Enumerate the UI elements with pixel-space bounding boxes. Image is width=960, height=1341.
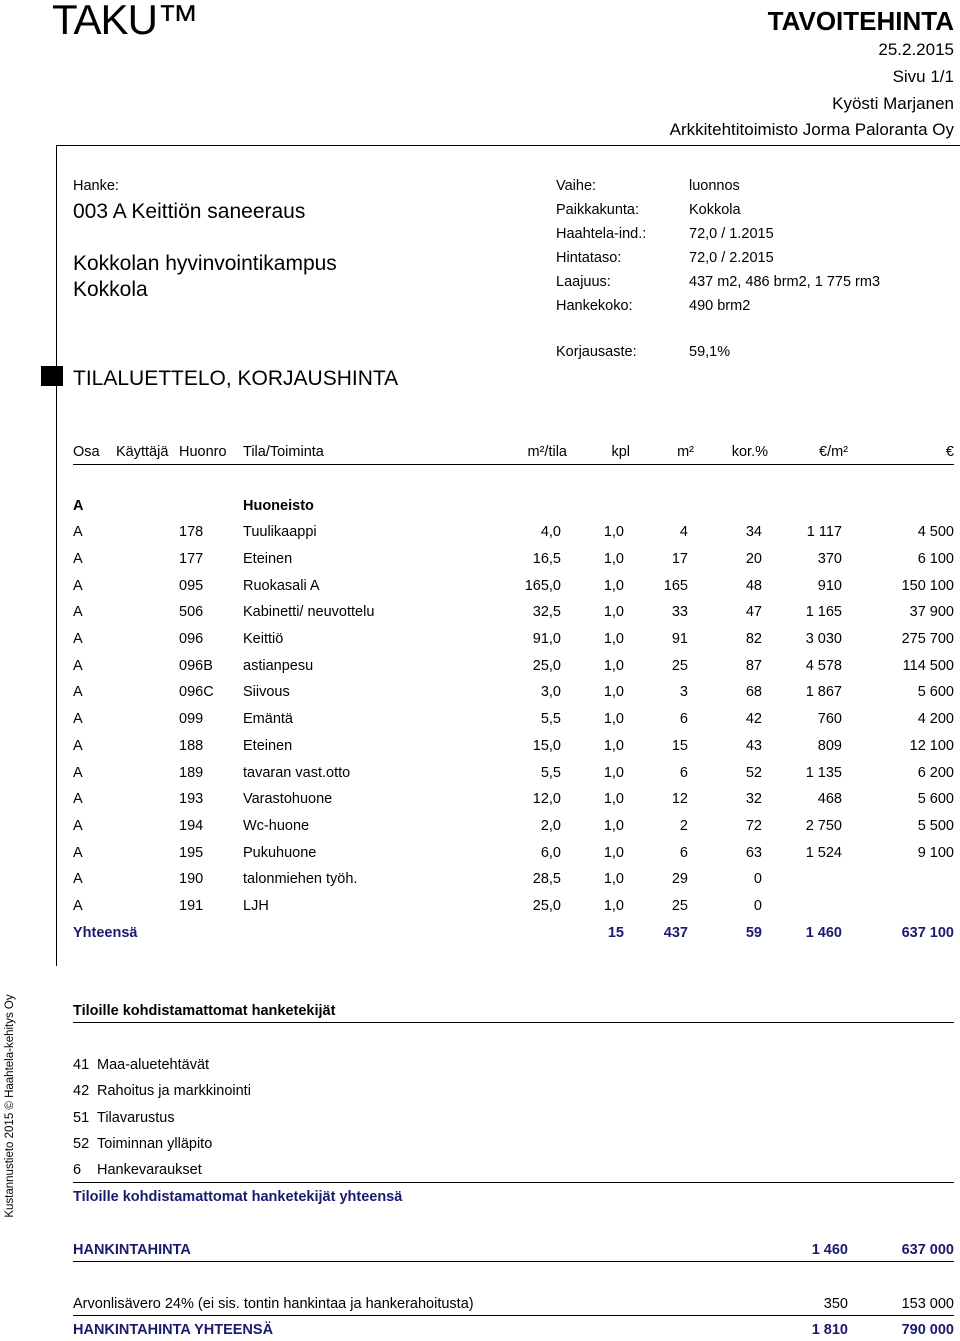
table-row: A 193 Varastohuone 12,0 1,0 12 32 468 5 600 — [73, 791, 954, 808]
table-row: A 177 Eteinen 16,5 1,0 17 20 370 6 100 — [73, 551, 954, 568]
unallocated-total-rule — [73, 1182, 954, 1183]
hintataso-value: 72,0 / 2.2015 — [689, 250, 774, 266]
item-name: Toiminnan ylläpito — [97, 1136, 213, 1152]
room-table — [73, 519, 954, 946]
col-huonro: Huonro — [179, 444, 227, 460]
section-title: TILALUETTELO, KORJAUSHINTA — [73, 367, 399, 390]
document-title: TAVOITEHINTA — [767, 6, 954, 36]
table-row: A 189 tavaran vast.otto 5,5 1,0 6 52 1 135 6 200 — [73, 764, 954, 781]
page-number: Sivu 1/1 — [892, 67, 954, 86]
col-tila: Tila/Toiminta — [243, 444, 324, 460]
paikkakunta-label: Paikkakunta: — [556, 202, 640, 218]
item-name: Tilavarustus — [97, 1110, 175, 1126]
table-row: A 096 Keittiö 91,0 1,0 91 82 3 030 275 700 — [73, 631, 954, 648]
item-code: 42 — [73, 1083, 90, 1099]
document-date: 25.2.2015 — [878, 40, 954, 59]
total-row: Yhteensä 15 437 59 1 460 637 100 — [73, 924, 954, 941]
hankintahinta-eur-m2: 1 460 — [811, 1242, 848, 1258]
project-site: Kokkolan hyvinvointikampus — [73, 252, 337, 275]
taku-logo: TAKU™ — [52, 0, 198, 43]
alv-eur-m2: 350 — [823, 1296, 848, 1312]
alv-label: Arvonlisävero 24% (ei sis. tontin hankintaa ja hankerahoitusta) — [73, 1296, 474, 1312]
hankintahinta-label: HANKINTAHINTA — [73, 1242, 191, 1258]
alv-eur: 153 000 — [901, 1296, 954, 1312]
project-label: Hanke: — [73, 178, 119, 194]
col-m2: m² — [677, 444, 694, 460]
hankintahinta-eur: 637 000 — [901, 1242, 954, 1258]
paikkakunta-value: Kokkola — [689, 202, 741, 218]
laajuus-label: Laajuus: — [556, 274, 611, 290]
item-code: 51 — [73, 1110, 90, 1126]
table-row: A 099 Emäntä 5,5 1,0 6 42 760 4 200 — [73, 711, 954, 728]
korjausaste-label: Korjausaste: — [556, 344, 637, 360]
haahtela-label: Haahtela-ind.: — [556, 226, 647, 242]
haahtela-value: 72,0 / 1.2015 — [689, 226, 774, 242]
col-m2tila: m²/tila — [527, 444, 567, 460]
hankekoko-label: Hankekoko: — [556, 298, 633, 314]
col-eur: € — [945, 444, 954, 460]
item-code: 6 — [73, 1162, 82, 1178]
grand-total-eur-m2: 1 810 — [811, 1322, 848, 1338]
col-kor: kor.% — [731, 444, 768, 460]
col-kpl: kpl — [611, 444, 630, 460]
group-name: Huoneisto — [243, 498, 314, 514]
unallocated-rule — [73, 1022, 954, 1023]
table-row: A 195 Pukuhuone 6,0 1,0 6 63 1 524 9 100 — [73, 844, 954, 861]
table-row: A 096B astianpesu 25,0 1,0 25 87 4 578 114 500 — [73, 657, 954, 674]
project-city: Kokkola — [73, 278, 148, 301]
col-osa: Osa — [73, 444, 100, 460]
table-row: A 188 Eteinen 15,0 1,0 15 43 809 12 100 — [73, 737, 954, 754]
item-code: 41 — [73, 1057, 90, 1073]
copyright-sidebar: Kustannustieto 2015 © Haahtela-kehitys Oy — [4, 994, 16, 1218]
table-row: A 178 Tuulikaappi 4,0 1,0 4 34 1 117 4 500 — [73, 524, 954, 541]
table-row: A 194 Wc-huone 2,0 1,0 2 72 2 750 5 500 — [73, 817, 954, 834]
laajuus-value: 437 m2, 486 brm2, 1 775 rm3 — [689, 274, 881, 290]
item-name: Rahoitus ja markkinointi — [97, 1083, 251, 1099]
item-name: Maa-aluetehtävät — [97, 1057, 210, 1073]
vaihe-value: luonnos — [689, 178, 740, 194]
table-row: A 095 Ruokasali A 165,0 1,0 165 48 910 150 100 — [73, 577, 954, 594]
alv-rule — [73, 1315, 954, 1316]
grand-total-eur: 790 000 — [901, 1322, 954, 1338]
item-code: 52 — [73, 1136, 90, 1152]
table-row: A 190 talonmiehen työh. 28,5 1,0 29 0 — [73, 871, 762, 888]
hintataso-label: Hintataso: — [556, 250, 622, 266]
group-osa: A — [73, 498, 84, 514]
project-name: 003 A Keittiön saneeraus — [73, 200, 306, 223]
korjausaste-value: 59,1% — [689, 344, 731, 360]
table-row: A 191 LJH 25,0 1,0 25 0 — [73, 897, 762, 914]
unallocated-total: Tiloille kohdistamattomat hanketekijät yhteensä — [73, 1189, 403, 1205]
item-name: Hankevaraukset — [97, 1162, 202, 1178]
table-row: A 506 Kabinetti/ neuvottelu 32,5 1,0 33 47 1 165 37 900 — [73, 604, 954, 621]
author-name: Kyösti Marjanen — [832, 94, 954, 113]
company-name: Arkkitehtitoimisto Jorma Paloranta Oy — [669, 120, 954, 139]
hankekoko-value: 490 brm2 — [689, 298, 751, 314]
hankintahinta-rule — [73, 1261, 954, 1262]
unallocated-title: Tiloille kohdistamattomat hanketekijät — [73, 1003, 336, 1019]
table-row: A 096C Siivous 3,0 1,0 3 68 1 867 5 600 — [73, 684, 954, 701]
col-kayttaja: Käyttäjä — [116, 444, 169, 460]
col-eur-m2: €/m² — [819, 444, 848, 460]
vaihe-label: Vaihe: — [556, 178, 597, 194]
section-marker — [41, 366, 63, 386]
header-rule — [73, 464, 954, 465]
grand-total-label: HANKINTAHINTA YHTEENSÄ — [73, 1322, 274, 1338]
